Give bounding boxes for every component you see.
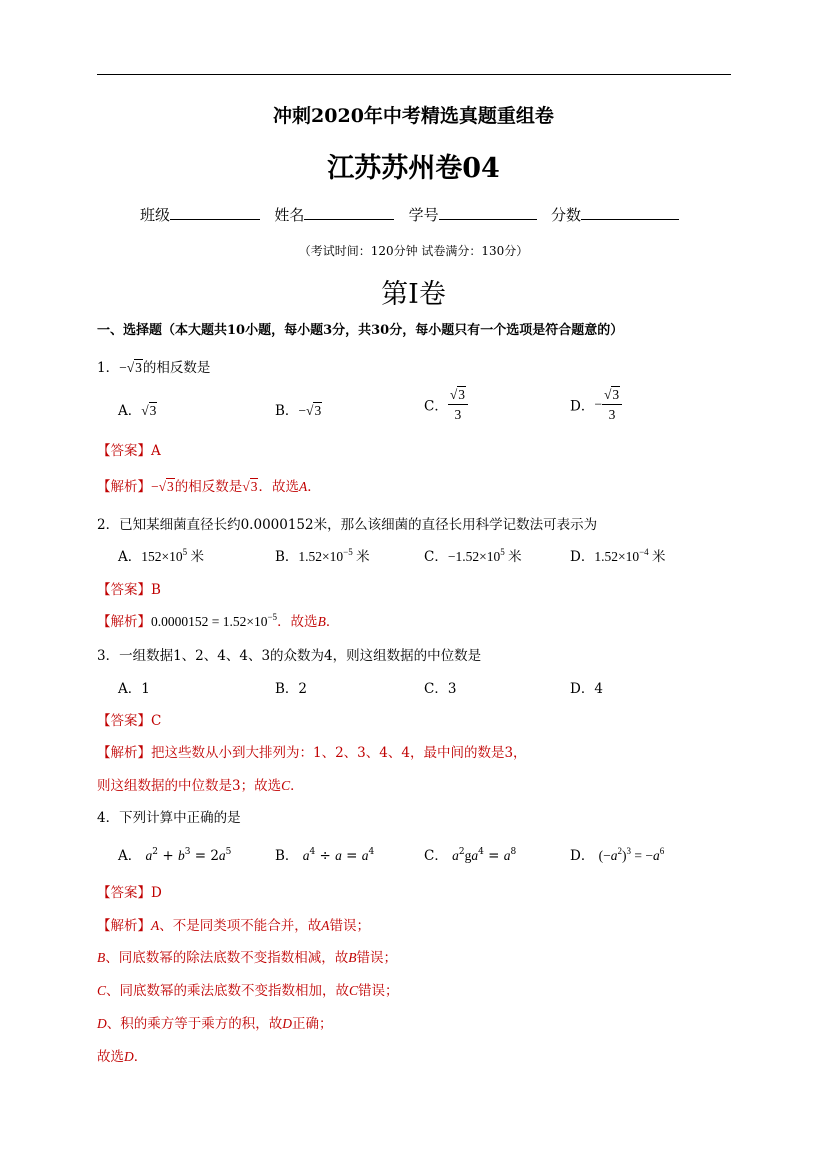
q4-analysis-line1: 【解析】A、不是同类项不能合并，故A错误； (97, 918, 370, 934)
q1-stem: 的相反数是 (142, 360, 211, 376)
class-blank (170, 205, 260, 220)
header-rule (97, 74, 731, 75)
q3-analysis-line2: 则这组数据的中位数是3；故选C． (97, 778, 304, 794)
q2-option-b: B．$1.52\times 10^{-5}$ 米 (275, 547, 370, 565)
question-4: 4．下列计算中正确的是 (97, 810, 241, 826)
q3-option-d: D．4 (570, 681, 603, 697)
score-blank (581, 205, 679, 220)
exam-note: （考试时间：120分钟 试卷满分：130分） (298, 244, 529, 258)
q3-option-b: B．2 (275, 681, 308, 697)
q4-answer: 【答案】D (97, 885, 162, 901)
q1-option-c: C． $\frac{√3}{3}$ (424, 388, 468, 421)
class-label: 班级 (140, 206, 171, 224)
student-info-row (140, 204, 679, 225)
student-no-label: 学号 (408, 206, 439, 224)
q4-option-b: B． $a^4 \div a = a^4$ (275, 847, 375, 864)
q1-option-d: D．− $\frac{√3}{3}$ (570, 388, 622, 421)
volume-heading: 第Ⅰ卷 (381, 279, 446, 310)
q2-option-c: C．$-1.52\times 10^5$ 米 (424, 547, 522, 565)
q4-option-a: A． $a^2 + b^3 = 2a^5$ (118, 847, 232, 864)
q2-option-d: D．$1.52\times 10^{-4}$ 米 (570, 547, 666, 565)
q1-frac-d: $\frac{√3}{3}$ (602, 388, 622, 421)
question-2: 2．已知某细菌直径长约0.0000152米，那么该细菌的直径长用科学记数法可表示为 (97, 517, 598, 533)
q1-expr: −√3 (119, 360, 142, 375)
student-no-blank (439, 205, 537, 220)
q1-option-a: A．√3 (118, 403, 157, 419)
q2-option-a: A．$152\times 10^5$ 米 (118, 547, 204, 565)
q4-analysis-line3: C、同底数幂的乘法底数不变指数相加，故C错误； (97, 983, 399, 999)
q4-analysis-line4: D、积的乘方等于乘方的积，故D正确； (97, 1016, 333, 1032)
name-label: 姓名 (274, 206, 305, 224)
score-label: 分数 (550, 206, 581, 224)
q1-number: 1． (97, 360, 120, 376)
q2-analysis: 【解析】$0.0000152 = 1.52\times 10^{-5}$．故选B． (97, 612, 340, 630)
section-heading: 一、选择题（本大题共10小题，每小题3分，共30分，每小题只有一个选项是符合题意的） (97, 323, 624, 338)
question-3: 3．一组数据1、2、4、4、3的众数为4，则这组数据的中位数是 (97, 648, 482, 664)
name-blank (304, 205, 394, 220)
exam-subtitle: 江苏苏州卷04 (327, 153, 500, 184)
q3-answer: 【答案】C (97, 713, 162, 729)
q3-option-a: A．1 (118, 681, 150, 697)
q4-option-d: D． $(-a^2)^3 = -a^6$ (570, 846, 665, 864)
q1-frac-c: $\frac{√3}{3}$ (448, 388, 468, 421)
q3-option-c: C．3 (424, 681, 457, 697)
q4-option-c: C． $a^2ga^4 = a^8$ (424, 847, 517, 864)
q4-analysis-line2: B、同底数幂的除法底数不变指数相减，故B错误； (97, 950, 397, 966)
q4-analysis-final: 故选D． (97, 1049, 148, 1065)
question-1 (97, 356, 210, 376)
exam-title: 冲刺2020年中考精选真题重组卷 (273, 105, 554, 127)
q1-option-b: B．−√3 (275, 403, 322, 419)
q1-answer: 【答案】A (97, 443, 161, 459)
q1-analysis: 【解析】−√3的相反数是√3．故选A． (97, 479, 321, 495)
q2-answer: 【答案】B (97, 582, 161, 598)
q3-analysis-line1: 【解析】把这些数从小到大排列为：1、2、3、4、4，最中间的数是3， (97, 745, 527, 761)
